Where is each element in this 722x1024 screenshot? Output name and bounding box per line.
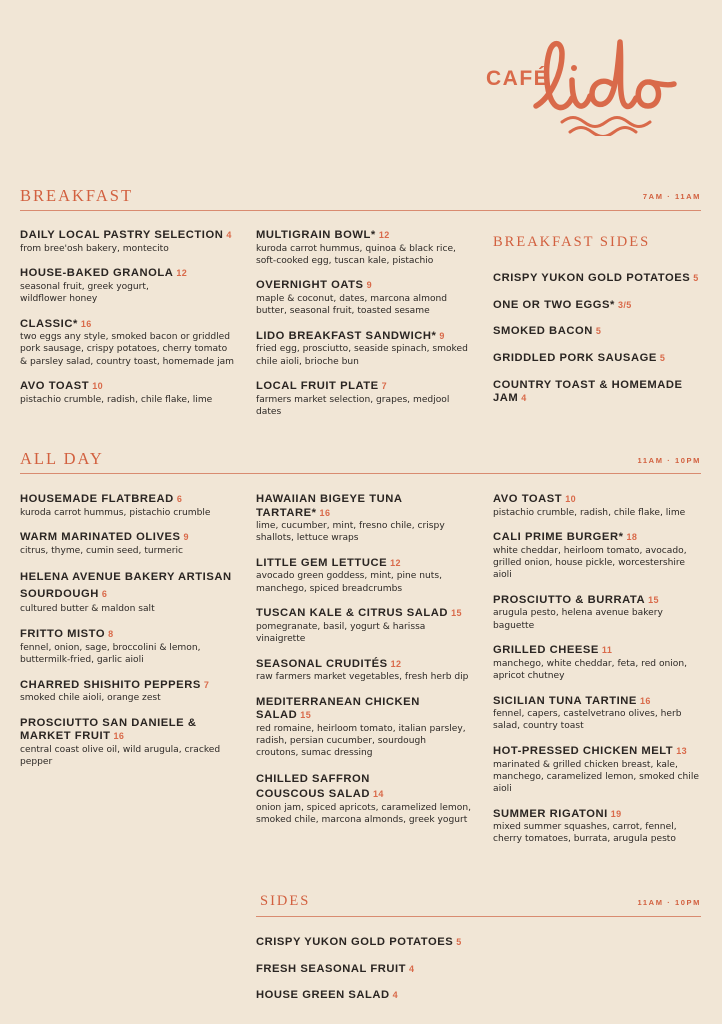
item-price: 16 <box>639 695 651 706</box>
item-price: 9 <box>183 532 189 543</box>
item-description: avocado green goddess, mint, pine nuts, manchego, spiced breadcrumbs <box>256 571 442 594</box>
sides-hours: 11AM · 10PM <box>637 898 701 907</box>
side-item <box>256 963 556 977</box>
breakfast-column-1 <box>20 229 235 418</box>
item-price: 16 <box>80 318 92 329</box>
item-price: 4 <box>226 230 232 240</box>
item-price: 5 <box>595 326 602 337</box>
side-item <box>493 352 703 366</box>
item-description: kuroda carrot hummus, quinoa & black rice, soft-cooked egg, tuscan kale, pistachio <box>256 243 456 266</box>
menu-item <box>20 380 235 406</box>
item-name: FRESH SEASONAL FRUIT <box>256 962 407 975</box>
item-description: central coast olive oil, wild arugula, cracked pepper <box>20 744 221 767</box>
item-description: cultured butter & maldon salt <box>20 604 155 615</box>
item-price: 5 <box>659 353 666 364</box>
item-description: citrus, thyme, cumin seed, turmeric <box>20 545 183 556</box>
item-price: 15 <box>451 608 462 619</box>
menu-item <box>20 318 235 368</box>
menu-item <box>20 679 240 705</box>
item-name: COUNTRY TOAST & HOMEMADE JAM <box>493 378 683 405</box>
menu-item <box>256 229 471 267</box>
item-name: GRIDDLED PORK SAUSAGE <box>493 352 657 365</box>
menu-item <box>493 493 703 519</box>
menu-item <box>256 772 471 826</box>
menu-item <box>256 380 471 418</box>
item-price: 12 <box>378 230 390 240</box>
item-price: 12 <box>390 557 401 568</box>
item-name: DAILY LOCAL PASTRY SELECTION <box>20 229 224 241</box>
item-price: 8 <box>108 629 114 640</box>
item-description: two eggs any style, smoked bacon or griddled pork sausage, crispy potatoes, cherry tomato & parsley salad, country toast, homemade jam <box>20 332 235 367</box>
menu-item <box>20 717 240 768</box>
item-name: HAWAIIAN BIGEYE TUNA TARTARE* <box>256 493 403 519</box>
item-price: 6 <box>176 494 183 504</box>
item-name: AVO TOAST <box>20 380 90 393</box>
menu-item <box>493 644 703 682</box>
menu-item <box>256 658 471 684</box>
menu-item <box>493 808 703 846</box>
side-item <box>493 325 703 339</box>
item-name: WARM MARINATED OLIVES <box>20 531 181 544</box>
menu-item <box>256 279 471 317</box>
sides-column <box>256 936 556 1016</box>
item-name: HOT-PRESSED CHICKEN MELT <box>493 745 674 758</box>
item-name: HOUSEMADE FLATBREAD <box>20 493 174 505</box>
breakfast-section-title: BREAKFAST <box>20 186 134 205</box>
side-item <box>256 989 556 1003</box>
item-price: 7 <box>203 679 210 690</box>
sides-section-title: SIDES <box>260 893 311 909</box>
item-name: CLASSIC* <box>20 317 78 330</box>
item-description: fried egg, prosciutto, seaside spinach, smoked chile aioli, brioche bun <box>256 344 468 367</box>
item-price: 12 <box>390 658 402 669</box>
item-price: 7 <box>381 381 388 392</box>
item-price: 12 <box>176 268 188 279</box>
all-day-column-1 <box>20 493 240 781</box>
menu-item <box>20 569 240 615</box>
item-name: PROSCIUTTO SAN DANIELE & MARKET FRUIT <box>20 716 197 743</box>
all-day-column-2 <box>256 493 471 839</box>
menu-item <box>493 745 703 795</box>
item-name: CHARRED SHISHITO PEPPERS <box>20 678 201 691</box>
item-price: 6 <box>101 589 108 600</box>
breakfast-column-2 <box>256 229 471 431</box>
item-price: 4 <box>392 990 399 1001</box>
item-name: HOUSE GREEN SALAD <box>256 989 390 1002</box>
menu-item <box>256 557 471 595</box>
item-name: PROSCIUTTO & BURRATA <box>493 593 646 606</box>
item-name: SICILIAN TUNA TARTINE <box>493 694 637 707</box>
item-description: from bree'osh bakery, montecito <box>20 243 169 254</box>
item-description: pomegranate, basil, yogurt & harissa vinaigrette <box>256 621 426 645</box>
menu-item <box>256 330 471 368</box>
item-price: 18 <box>626 532 638 543</box>
item-name: GRILLED CHEESE <box>493 644 599 657</box>
item-description: pistachio crumble, radish, chile flake, lime <box>493 507 686 518</box>
breakfast-divider <box>20 210 701 211</box>
item-price: 14 <box>373 789 384 800</box>
menu-item <box>20 493 240 519</box>
cafe-lido-logo <box>484 36 689 136</box>
item-description: manchego, white cheddar, feta, red onion, apricot chutney <box>493 658 688 681</box>
item-price: 16 <box>319 507 331 518</box>
menu-item <box>20 229 235 255</box>
sides-divider <box>256 916 701 917</box>
item-description: fennel, onion, sage, broccolini & lemon, buttermilk-fried, garlic aioli <box>20 642 201 665</box>
item-description: red romaine, heirloom tomato, italian parsley, radish, persian cucumber, sourdough croutons, sumac dressing <box>256 723 466 759</box>
item-name: OVERNIGHT OATS <box>256 279 364 292</box>
item-name: LITTLE GEM LETTUCE <box>256 556 388 569</box>
item-name: LIDO BREAKFAST SANDWICH* <box>256 329 437 342</box>
item-name: MEDITERRANEAN CHICKEN SALAD <box>256 695 420 722</box>
item-price: 5 <box>456 937 462 947</box>
side-item <box>493 379 693 406</box>
item-name: HOUSE-BAKED GRANOLA <box>20 267 174 280</box>
all-day-hours: 11AM · 10PM <box>637 456 701 465</box>
side-item <box>493 272 703 286</box>
item-price: 16 <box>113 731 125 742</box>
item-description: arugula pesto, helena avenue bakery baguette <box>493 608 663 631</box>
item-description: marinated & grilled chicken breast, kale, manchego, caramelized lemon, smoked chile aioli <box>493 759 699 794</box>
menu-item <box>20 531 240 557</box>
side-item <box>256 936 556 950</box>
menu-item <box>493 531 703 581</box>
menu-item <box>493 594 703 632</box>
item-price: 19 <box>610 808 622 819</box>
item-name: FRITTO MISTO <box>20 628 106 641</box>
side-item <box>493 299 703 313</box>
item-description: farmers market selection, grapes, medjool dates <box>256 394 450 417</box>
item-price: 5 <box>693 273 699 283</box>
item-price: 4 <box>521 393 527 404</box>
item-description: onion jam, spiced apricots, caramelized lemon, smoked chile, marcona almonds, greek yogurt <box>256 803 471 826</box>
menu-item <box>20 628 240 666</box>
lido-script-wordmark <box>532 36 692 136</box>
all-day-section-title: ALL DAY <box>20 449 104 468</box>
item-price: 15 <box>648 594 659 605</box>
item-price: 3/5 <box>617 299 632 310</box>
item-description: kuroda carrot hummus, pistachio crumble <box>20 507 211 518</box>
logo-cafe-text: CAFÉ <box>486 67 550 90</box>
item-name: LOCAL FRUIT PLATE <box>256 380 379 393</box>
item-price: 10 <box>565 494 576 504</box>
item-price: 13 <box>676 746 688 757</box>
item-description: seasonal fruit, greek yogurt, wildflower honey <box>20 281 149 304</box>
breakfast-sides-title: BREAKFAST SIDES <box>493 234 651 250</box>
item-name: TUSCAN KALE & CITRUS SALAD <box>256 607 449 620</box>
item-description: lime, cucumber, mint, fresno chile, crispy shallots, lettuce wraps <box>256 521 445 544</box>
menu-item <box>256 493 471 544</box>
item-name: SEASONAL CRUDITÉS <box>256 657 388 670</box>
item-price: 11 <box>601 645 613 656</box>
item-name: HELENA AVENUE BAKERY ARTISAN SOURDOUGH <box>20 571 232 601</box>
item-description: maple & coconut, dates, marcona almond butter, seasonal fruit, toasted sesame <box>256 293 448 317</box>
menu-item <box>256 696 471 760</box>
all-day-divider <box>20 473 701 474</box>
item-price: 10 <box>92 381 103 392</box>
menu-item <box>256 607 471 645</box>
item-description: fennel, capers, castelvetrano olives, herb salad, country toast <box>493 709 682 732</box>
item-price: 4 <box>409 963 415 974</box>
breakfast-hours: 7AM · 11AM <box>642 192 701 201</box>
item-description: smoked chile aioli, orange zest <box>20 693 161 704</box>
item-price: 15 <box>300 710 312 721</box>
item-price: 9 <box>366 280 372 291</box>
item-description: pistachio crumble, radish, chile flake, lime <box>20 394 213 405</box>
menu-item <box>20 267 235 305</box>
breakfast-sides-column <box>493 272 703 419</box>
item-name: CHILLED SAFFRON COUSCOUS SALAD <box>256 773 370 801</box>
item-name: CALI PRIME BURGER* <box>493 531 624 544</box>
item-description: raw farmers market vegetables, fresh herb dip <box>256 672 469 683</box>
item-name: CRISPY YUKON GOLD POTATOES <box>256 936 454 948</box>
item-name: CRISPY YUKON GOLD POTATOES <box>493 272 691 284</box>
item-name: AVO TOAST <box>493 493 563 505</box>
item-name: SMOKED BACON <box>493 325 593 338</box>
item-price: 9 <box>439 330 445 341</box>
menu-item <box>493 695 703 733</box>
item-name: SUMMER RIGATONI <box>493 807 608 820</box>
item-name: ONE OR TWO EGGS* <box>493 298 615 311</box>
item-name: MULTIGRAIN BOWL* <box>256 229 376 241</box>
item-description: white cheddar, heirloom tomato, avocado, grilled onion, house pickle, worcestershire aioli <box>493 545 687 581</box>
item-description: mixed summer squashes, carrot, fennel, cherry tomatoes, burrata, arugula pesto <box>493 822 677 845</box>
all-day-column-3 <box>493 493 703 858</box>
